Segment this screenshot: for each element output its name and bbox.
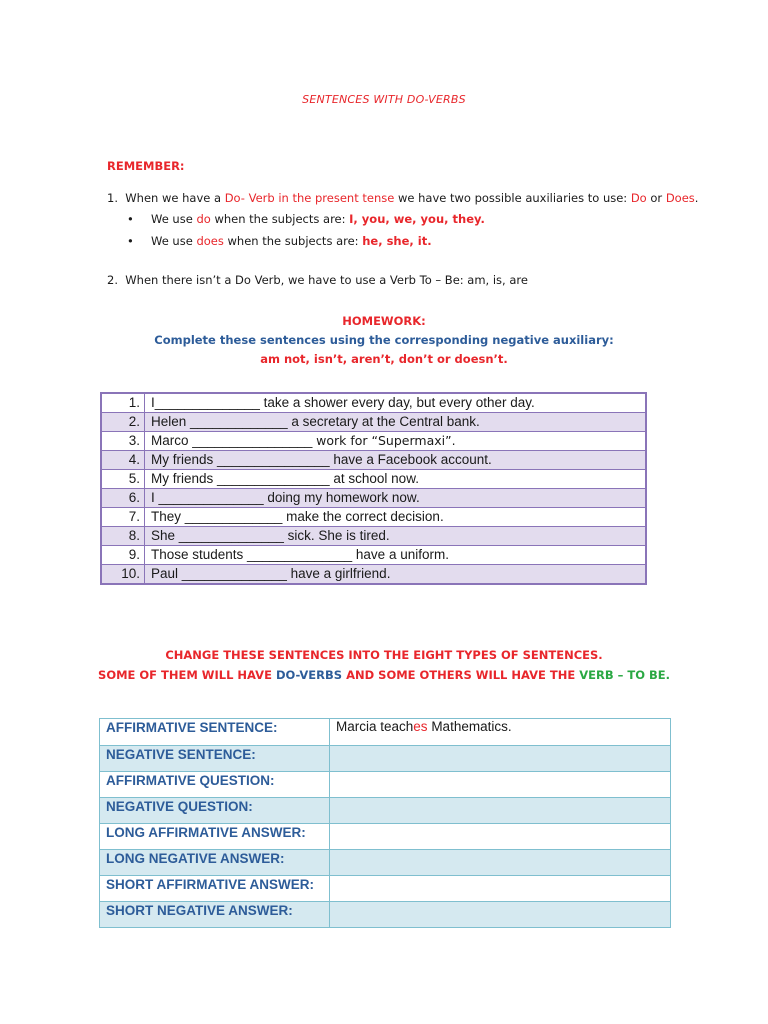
rule-1: [107, 191, 698, 205]
sentence-type-row: [100, 719, 671, 746]
exercise-row: [101, 451, 646, 470]
exercise-sentence: [145, 432, 647, 451]
rule-1-or: or: [646, 191, 666, 205]
answer-text-c: Mathematics.: [427, 719, 512, 734]
remember-heading: REMEMBER:: [107, 159, 185, 173]
exercise-sentence: I ______________ doing my homework now.: [145, 489, 647, 508]
exercise-sentence: My friends _______________ have a Facebook account.: [145, 451, 647, 470]
exercise-row: [101, 413, 646, 432]
exercise-sentence: She ______________ sick. She is tired.: [145, 527, 647, 546]
bullet-mark: •: [127, 212, 134, 226]
exercise-sentence: I______________ take a shower every day, but every other day.: [145, 393, 647, 413]
sentence-type-label: LONG NEGATIVE ANSWER:: [100, 850, 330, 876]
exercise-row: [101, 565, 646, 585]
homework-instruction: Complete these sentences using the corresponding negative auxiliary:: [154, 333, 614, 347]
sentence-type-answer[interactable]: [330, 902, 671, 928]
exercise-number: 2.: [101, 413, 145, 432]
exercise-row: [101, 393, 646, 413]
rule-2-number: 2.: [107, 273, 118, 287]
exercise-sentence: Paul ______________ have a girlfriend.: [145, 565, 647, 585]
bullet-1-text-c: when the subjects are:: [210, 212, 350, 226]
sentence-type-label: SHORT AFFIRMATIVE ANSWER:: [100, 876, 330, 902]
change-text-a: SOME OF THEM WILL HAVE: [98, 668, 276, 682]
exercise-3-text-b: work for “Supermaxi”.: [316, 433, 456, 448]
bullet-2-does: does: [196, 234, 224, 248]
sentence-type-label: SHORT NEGATIVE ANSWER:: [100, 902, 330, 928]
bullet-mark: •: [127, 234, 134, 248]
exercise-number: 4.: [101, 451, 145, 470]
exercise-number: 8.: [101, 527, 145, 546]
rule-1-period: .: [694, 191, 699, 205]
sentence-type-label: LONG AFFIRMATIVE ANSWER:: [100, 824, 330, 850]
exercise-sentence: They _____________ make the correct decision.: [145, 508, 647, 527]
bullet-does: [127, 234, 432, 248]
change-do-verbs: DO-VERBS: [275, 668, 343, 682]
exercise-row: [101, 489, 646, 508]
answer-highlight: es: [413, 719, 428, 734]
sentence-type-row: [100, 824, 671, 850]
bullet-2-subjects: he, she, it.: [362, 234, 432, 248]
homework-title: HOMEWORK:: [342, 314, 426, 328]
sentence-type-answer[interactable]: [330, 746, 671, 772]
bullet-2-text-c: when the subjects are:: [223, 234, 363, 248]
exercise-row: [101, 432, 646, 451]
sentence-type-answer[interactable]: [330, 798, 671, 824]
rule-1-text-c: we have two possible auxiliaries to use:: [394, 191, 631, 205]
change-instruction-line-1: CHANGE THESE SENTENCES INTO THE EIGHT TYPES OF SENTENCES.: [165, 648, 603, 662]
sentence-type-answer[interactable]: [330, 824, 671, 850]
sentence-type-label: NEGATIVE QUESTION:: [100, 798, 330, 824]
exercise-number: 1.: [101, 393, 145, 413]
sentence-type-answer[interactable]: [330, 719, 671, 746]
change-text-c: AND SOME OTHERS WILL HAVE THE: [342, 668, 580, 682]
exercise-sentence: Helen _____________ a secretary at the Central bank.: [145, 413, 647, 432]
exercise-number: 5.: [101, 470, 145, 489]
rule-1-highlight: Do- Verb in the present tense: [224, 191, 395, 205]
sentence-type-row: [100, 850, 671, 876]
bullet-1-text-a: We use: [151, 212, 197, 226]
exercise-sentence: My friends _______________ at school now.: [145, 470, 647, 489]
sentence-type-row: [100, 876, 671, 902]
exercise-number: 3.: [101, 432, 145, 451]
exercise-number: 7.: [101, 508, 145, 527]
page-title: SENTENCES WITH DO-VERBS: [302, 93, 466, 106]
sentence-type-answer[interactable]: [330, 876, 671, 902]
rule-1-do: Do: [630, 191, 647, 205]
sentence-type-answer[interactable]: [330, 772, 671, 798]
bullet-2-text-a: We use: [151, 234, 197, 248]
sentence-type-label: NEGATIVE SENTENCE:: [100, 746, 330, 772]
bullet-1-subjects: I, you, we, you, they.: [349, 212, 485, 226]
exercise-number: 9.: [101, 546, 145, 565]
exercise-row: [101, 470, 646, 489]
answer-text-a: Marcia teach: [336, 719, 414, 734]
rule-2: [107, 273, 528, 287]
sentence-type-row: [100, 772, 671, 798]
sentence-type-label: AFFIRMATIVE QUESTION:: [100, 772, 330, 798]
sentence-types-table: [99, 718, 671, 928]
exercise-3-text-a: Marco ________________: [151, 433, 317, 448]
change-instruction-line-2: [0, 668, 768, 682]
exercise-row: [101, 546, 646, 565]
exercise-number: 10.: [101, 565, 145, 585]
sentence-type-label: AFFIRMATIVE SENTENCE:: [100, 719, 330, 746]
exercise-number: 6.: [101, 489, 145, 508]
bullet-1-do: do: [196, 212, 211, 226]
rule-1-number: 1.: [107, 191, 118, 205]
exercise-row: [101, 527, 646, 546]
sentence-type-row: [100, 798, 671, 824]
sentence-type-answer[interactable]: [330, 850, 671, 876]
bullet-do: [127, 212, 485, 226]
rule-1-text-a: When we have a: [125, 191, 225, 205]
exercise-table: [100, 392, 647, 585]
exercise-sentence: Those students ______________ have a uniform.: [145, 546, 647, 565]
rule-2-text: When there isn’t a Do Verb, we have to use a Verb To – Be: am, is, are: [125, 273, 528, 287]
sentence-type-row: [100, 746, 671, 772]
rule-1-does: Does: [665, 191, 695, 205]
sentence-type-row: [100, 902, 671, 928]
homework-auxiliaries: am not, isn’t, aren’t, don’t or doesn’t.: [260, 352, 508, 366]
change-verb-to-be: VERB – TO BE.: [579, 668, 670, 682]
exercise-row: [101, 508, 646, 527]
